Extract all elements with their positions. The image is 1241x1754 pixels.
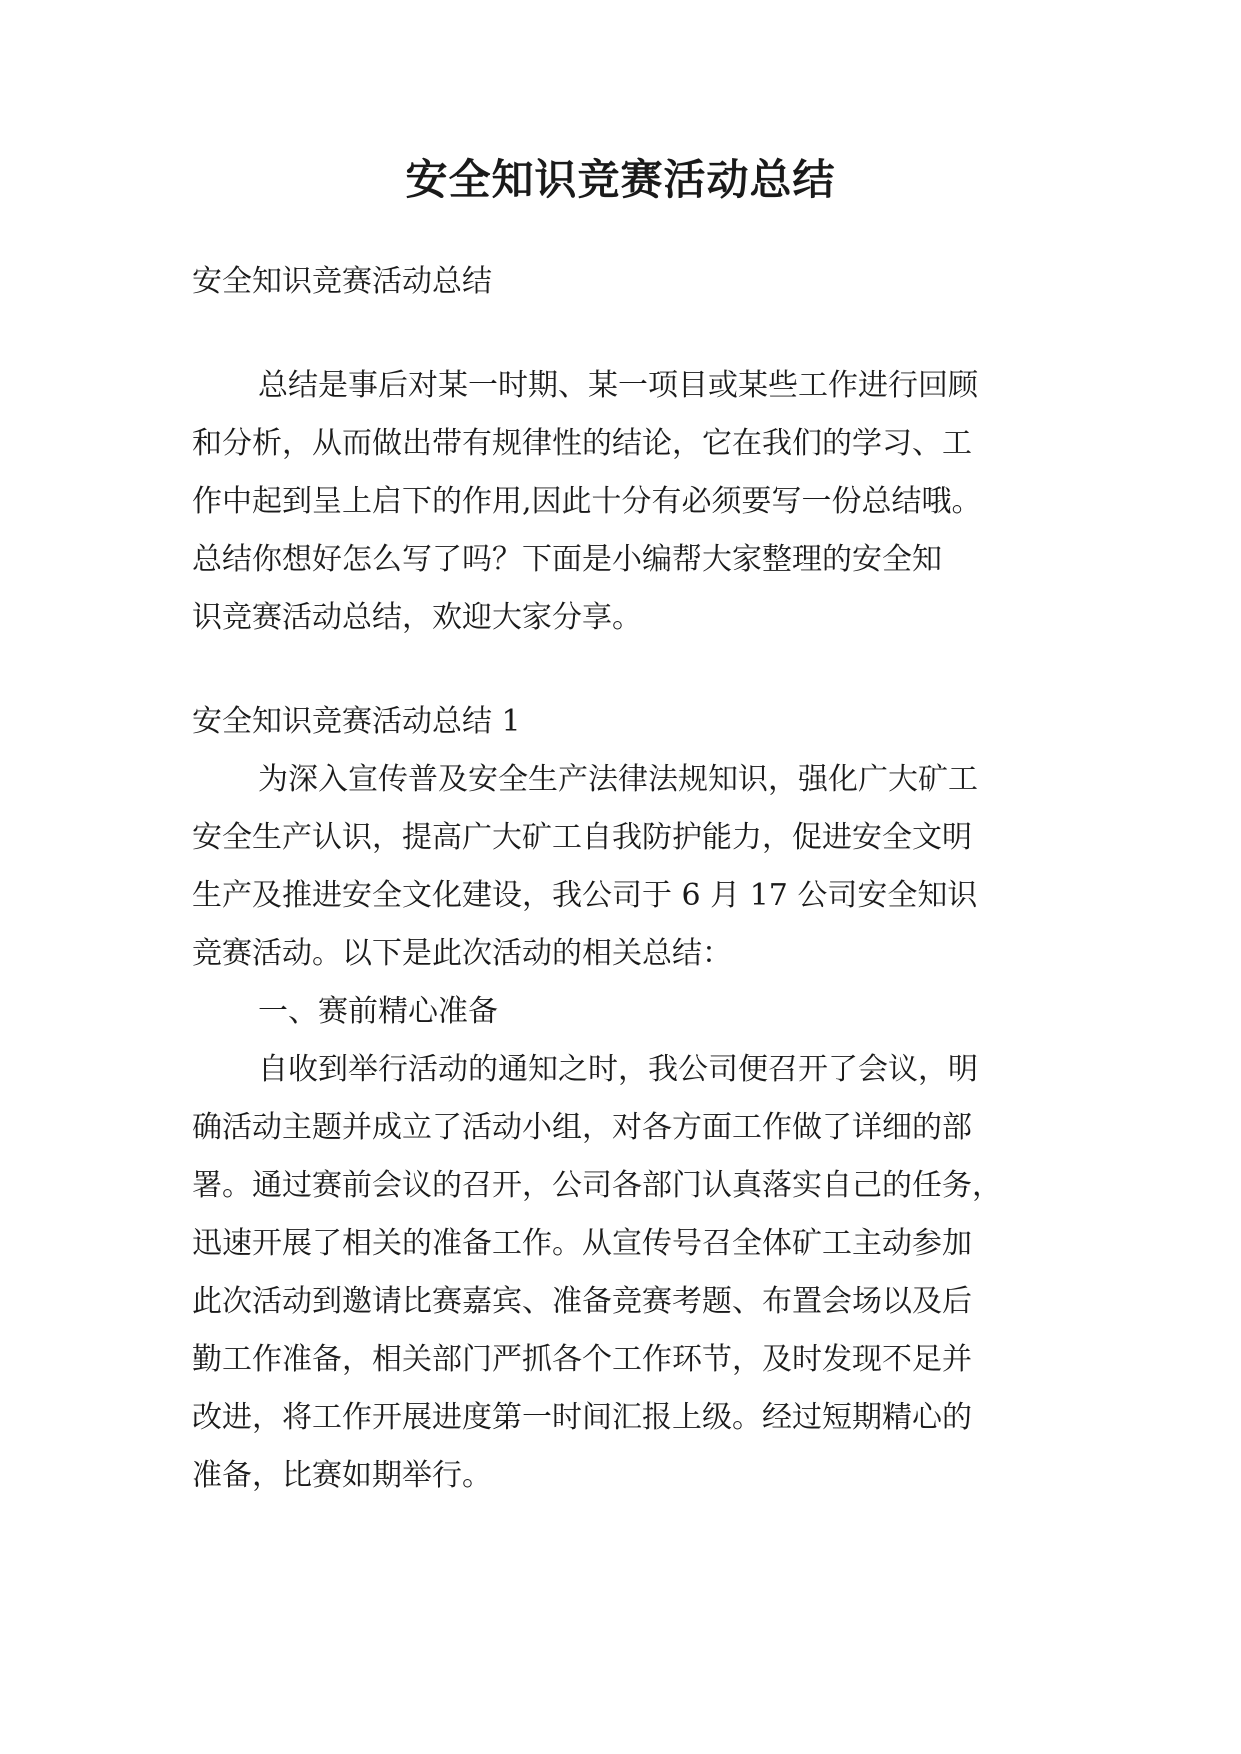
intro-line: 和分析，从而做出带有规律性的结论，它在我们的学习、工 <box>192 426 972 461</box>
intro-line: 作中起到呈上启下的作用,因此十分有必须要写一份总结哦。 <box>192 484 982 519</box>
para2-line: 自收到举行活动的通知之时，我公司便召开了会议，明 <box>258 1052 978 1087</box>
para2-line: 此次活动到邀请比赛嘉宾、准备竞赛考题、布置会场以及后 <box>192 1284 972 1319</box>
section1-line: 竞赛活动。以下是此次活动的相关总结： <box>192 936 732 971</box>
para2-line: 准备，比赛如期举行。 <box>192 1458 492 1493</box>
section1-line: 安全生产认识，提高广大矿工自我防护能力，促进安全文明 <box>192 820 972 855</box>
para2-line: 勤工作准备，相关部门严抓各个工作环节，及时发现不足并 <box>192 1342 972 1377</box>
para2-line: 改进，将工作开展进度第一时间汇报上级。经过短期精心的 <box>192 1400 972 1435</box>
subheading-prep: 一、赛前精心准备 <box>258 994 498 1029</box>
section1-line: 为深入宣传普及安全生产法律法规知识，强化广大矿工 <box>258 762 978 797</box>
document-subtitle: 安全知识竞赛活动总结 <box>192 264 492 299</box>
para2-line: 署。通过赛前会议的召开，公司各部门认真落实自己的任务， <box>192 1168 1002 1203</box>
intro-line: 识竞赛活动总结，欢迎大家分享。 <box>192 600 642 635</box>
para2-line: 确活动主题并成立了活动小组，对各方面工作做了详细的部 <box>192 1110 972 1145</box>
document-title: 安全知识竞赛活动总结 <box>405 155 836 204</box>
intro-line: 总结是事后对某一时期、某一项目或某些工作进行回顾 <box>258 368 978 403</box>
intro-line: 总结你想好怎么写了吗？下面是小编帮大家整理的安全知 <box>192 542 942 577</box>
section-heading: 安全知识竞赛活动总结 1 <box>192 704 521 739</box>
section1-line: 生产及推进安全文化建设，我公司于 6 月 17 公司安全知识 <box>192 878 978 913</box>
para2-line: 迅速开展了相关的准备工作。从宣传号召全体矿工主动参加 <box>192 1226 972 1261</box>
